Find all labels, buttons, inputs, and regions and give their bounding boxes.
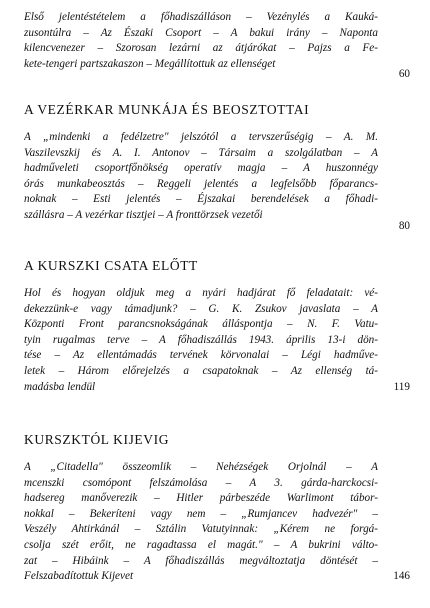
toc-entry-line: mcenszki csomópont felszámolása – A 3. gárda-harckocsi- xyxy=(24,476,378,489)
toc-page-number: 146 xyxy=(393,570,410,582)
toc-entry-line: csolja szét erőit, ne ragadtassa el magát." – A bukrini válto- xyxy=(24,538,378,551)
toc-page-number: 80 xyxy=(398,220,410,232)
toc-entry-line: Vaszilevszkij és A. I. Antonov – Társaim a szolgálatban – A xyxy=(24,146,378,159)
toc-entry-line: dekezzünk-e vagy támadjunk? – G. K. Zsukov javaslata – A xyxy=(24,302,378,315)
toc-section-heading: A VEZÉRKAR MUNKÁJA ÉS BEOSZTOTTAI xyxy=(24,102,310,117)
toc-entry-line: A „mindenki a fedélzetre" jelszótól a tervszerűségig – A. M. xyxy=(24,131,378,143)
toc-entry-line: órás munkabeosztás – Reggeli jelentés a legfelsőbb főparancs- xyxy=(24,177,378,190)
toc-entry-description xyxy=(24,130,378,224)
toc-entry-line: tése – Az ellentámadás tervének körvonalai – Légi hadműve- xyxy=(24,349,378,362)
toc-entry-line: zat – Hibáink – A főhadiszállás megváltoztatja döntését – xyxy=(24,554,378,567)
toc-entry-line: nokkal – Bekeríteni vagy nem – „Rumjancev hadvezér" – xyxy=(24,507,378,520)
toc-entry-line: kilencvenezer – Szorosan lezárni az átjárókat – Pajzs a Fe- xyxy=(24,42,378,55)
toc-entry-description xyxy=(24,286,378,395)
toc-section-heading: KURSZKTÓL KIJEVIG xyxy=(24,432,170,447)
toc-page-number: 60 xyxy=(398,68,410,80)
toc-section-vezerkar xyxy=(24,102,410,232)
toc-entry-line: Hol és hogyan oldjuk meg a nyári hadjárat fő feladatait: vé- xyxy=(24,287,378,299)
toc-entry-description xyxy=(24,460,378,585)
toc-entry-line: madásba lendül xyxy=(24,380,96,393)
toc-entry-line: letek – Három előrejelzés a csapatoknak – Az ellenség tá- xyxy=(24,364,378,377)
toc-entry-line: tyin rugalmas terve – A főhadiszállás 1943. április 13-i dön- xyxy=(24,333,378,346)
toc-entry-description xyxy=(24,10,378,72)
toc-section-kurszktol-kijevig xyxy=(24,432,410,585)
toc-section-heading: A KURSZKI CSATA ELŐTT xyxy=(24,258,198,273)
toc-entry-line: hadsereg manőverezik – Hitler párbeszéde Warlimont tábor- xyxy=(24,492,378,505)
toc-entry-line: Felszabadítottuk Kijevet xyxy=(24,570,134,583)
toc-entry-line: szállásra – A vezérkar tisztjei – A fronttörzsek vezetői xyxy=(24,208,263,221)
toc-entry-line: Veszély Ahtirkánál – Sztálin Vatutyinnak: „Kérem ne forgá- xyxy=(24,523,378,536)
toc-entry-line: kete-tengeri partszakaszon – Megállítottuk az ellenséget xyxy=(24,57,276,70)
toc-entry-line: Központi Front parancsnokságának álláspontja – N. F. Vatu- xyxy=(24,318,378,331)
toc-section-kurszki-csata xyxy=(24,258,410,395)
toc-entry-line: A „Citadella" összeomlik – Nehézségek Orjolnál – A xyxy=(24,461,378,473)
toc-entry-line: noknak – Esti jelentés – Éjszakai berendelések a főhadi- xyxy=(24,193,378,206)
toc-entry-line: zusontúlra – Az Északi Csoport – A bakui irány – Naponta xyxy=(24,26,378,39)
toc-entry-line: hadműveleti csoportfőnökség operatív magja – A huszonnégy xyxy=(24,162,378,175)
toc-entry-line: Első jelentéstételem a főhadiszálláson – Vezénylés a Kauká- xyxy=(24,11,378,23)
toc-section-continued xyxy=(24,10,410,80)
toc-page-number: 119 xyxy=(393,381,410,393)
